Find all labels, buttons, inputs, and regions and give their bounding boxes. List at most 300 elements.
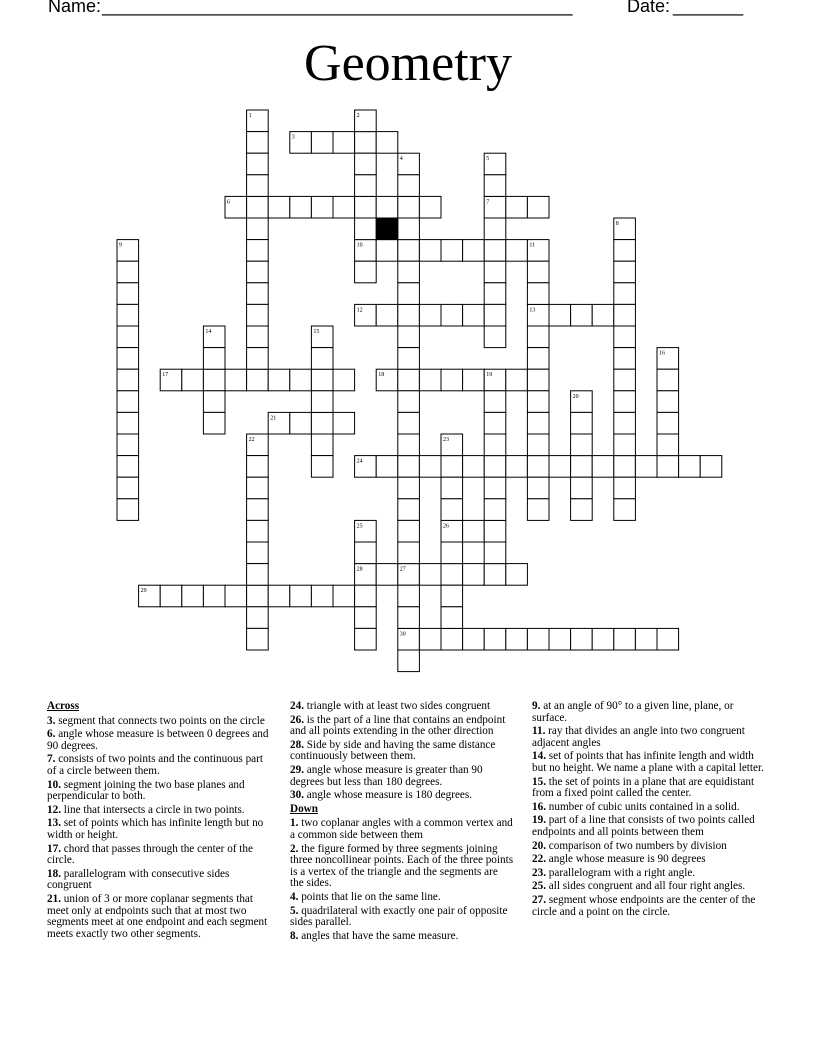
across-heading: Across <box>47 700 80 712</box>
grid-cell[interactable] <box>268 369 290 391</box>
grid-cell[interactable] <box>441 585 463 607</box>
grid-cell[interactable] <box>247 132 269 154</box>
grid-cell[interactable] <box>571 477 593 499</box>
grid-cell[interactable] <box>549 456 571 478</box>
grid-cell[interactable] <box>463 520 485 542</box>
grid-cell[interactable] <box>441 240 463 262</box>
clue-item <box>290 892 514 904</box>
grid-cell[interactable] <box>117 283 139 305</box>
clue-item <box>47 729 271 752</box>
grid-cell[interactable] <box>203 391 225 413</box>
grid-cell[interactable] <box>527 456 549 478</box>
clue-num: 10. <box>47 778 61 791</box>
grid-cell[interactable] <box>311 196 333 218</box>
grid-cell[interactable] <box>463 369 485 391</box>
clue-text: is the part of a line that contains an endpoint and all points extending in the other direction <box>290 713 506 738</box>
grid-cell[interactable] <box>527 391 549 413</box>
grid-cell[interactable] <box>614 348 636 370</box>
clue-item <box>47 818 271 841</box>
clue-number: 24 <box>356 458 363 465</box>
grid-cell[interactable] <box>247 369 269 391</box>
grid-cell[interactable] <box>484 240 506 262</box>
grid-cell[interactable] <box>355 607 377 629</box>
clue-number: 18 <box>378 372 385 379</box>
clue-item <box>532 895 768 918</box>
grid-cell[interactable] <box>441 607 463 629</box>
clue-number: 23 <box>443 437 449 443</box>
grid-cell[interactable] <box>441 304 463 326</box>
grid-cell[interactable] <box>247 240 269 262</box>
grid-cell[interactable] <box>398 499 420 521</box>
clue-item <box>532 815 768 838</box>
grid-cell[interactable] <box>225 369 247 391</box>
clue-item <box>532 701 768 724</box>
clue-text: angle whose measure is 90 degrees <box>545 853 706 866</box>
grid-cell[interactable] <box>398 585 420 607</box>
grid-cell[interactable] <box>549 304 571 326</box>
grid-cell[interactable] <box>247 153 269 175</box>
grid-cell[interactable] <box>117 434 139 456</box>
grid-cell[interactable] <box>247 261 269 283</box>
grid-cell[interactable] <box>571 499 593 521</box>
grid-cell[interactable] <box>506 456 528 478</box>
grid-cell[interactable] <box>117 369 139 391</box>
clue-number: 10 <box>356 242 363 249</box>
clue-number: 5 <box>486 156 490 163</box>
grid-cell[interactable] <box>484 477 506 499</box>
grid-cell[interactable] <box>441 542 463 564</box>
grid-cell[interactable] <box>355 196 377 218</box>
grid-cell[interactable] <box>311 369 333 391</box>
clue-num: 11. <box>532 725 546 738</box>
grid-cell[interactable] <box>203 348 225 370</box>
clue-text: line that intersects a circle in two points. <box>60 803 245 816</box>
grid-cell[interactable] <box>506 196 528 218</box>
clues-column-1 <box>47 701 271 942</box>
grid-cell[interactable] <box>506 240 528 262</box>
grid-cell[interactable] <box>571 628 593 650</box>
grid-cell[interactable] <box>203 369 225 391</box>
grid-cell[interactable] <box>527 283 549 305</box>
grid-cell[interactable] <box>463 456 485 478</box>
grid-cell[interactable] <box>527 196 549 218</box>
grid-cell[interactable] <box>592 628 614 650</box>
clue-text: set of points that has infinite length and width but no height. We name a plane with a capital letter. <box>532 750 764 774</box>
clue-item <box>290 715 514 738</box>
grid-cell[interactable] <box>614 369 636 391</box>
grid-cell[interactable] <box>311 412 333 434</box>
grid-cell[interactable] <box>247 326 269 348</box>
grid-cell[interactable] <box>657 434 679 456</box>
grid-cell[interactable] <box>592 456 614 478</box>
grid-cell[interactable] <box>679 456 701 478</box>
grid-cell[interactable] <box>398 369 420 391</box>
grid-cell[interactable] <box>355 585 377 607</box>
grid-cell[interactable] <box>527 434 549 456</box>
clue-number: 30 <box>399 631 406 638</box>
grid-cell[interactable] <box>247 218 269 240</box>
grid-cell[interactable] <box>290 369 312 391</box>
grid-cell[interactable] <box>355 542 377 564</box>
clue-text: segment whose endpoints are the center of the circle and a point on the circle. <box>532 893 756 918</box>
grid-cell[interactable] <box>484 520 506 542</box>
grid-cell[interactable] <box>398 240 420 262</box>
grid-cell[interactable] <box>441 477 463 499</box>
grid-cell[interactable] <box>635 456 657 478</box>
clue-num: 9. <box>532 700 541 712</box>
grid-cell[interactable] <box>506 369 528 391</box>
grid-cell[interactable] <box>614 477 636 499</box>
grid-cell[interactable] <box>527 628 549 650</box>
clue-num: 27. <box>532 893 546 906</box>
clue-number: 26 <box>443 523 449 530</box>
grid-cell[interactable] <box>247 477 269 499</box>
grid-cell[interactable] <box>355 218 377 240</box>
grid-cell[interactable] <box>506 564 528 586</box>
grid-cell[interactable] <box>657 628 679 650</box>
grid-cell[interactable] <box>376 240 398 262</box>
grid-cell[interactable] <box>355 628 377 650</box>
grid-cell[interactable] <box>117 456 139 478</box>
grid-cell[interactable] <box>657 391 679 413</box>
grid-cell[interactable] <box>398 261 420 283</box>
clue-item <box>290 844 514 890</box>
clue-num: 3. <box>47 714 56 727</box>
grid-cell[interactable] <box>333 369 355 391</box>
grid-cell[interactable] <box>441 369 463 391</box>
clue-item <box>47 844 271 867</box>
grid-cell[interactable] <box>398 542 420 564</box>
grid-cell[interactable] <box>614 261 636 283</box>
clue-num: 12. <box>47 803 61 816</box>
grid-cell[interactable] <box>182 585 204 607</box>
grid-cell[interactable] <box>247 520 269 542</box>
grid-cell[interactable] <box>614 326 636 348</box>
grid-cell[interactable] <box>419 564 441 586</box>
grid-cell[interactable] <box>117 348 139 370</box>
clue-number: 20 <box>572 393 579 400</box>
clue-num: 7. <box>47 753 56 766</box>
grid-cell[interactable] <box>614 499 636 521</box>
clue-item <box>290 906 514 929</box>
clue-num: 20. <box>532 839 546 852</box>
clue-number: 13 <box>529 307 536 314</box>
grid-cell[interactable] <box>376 132 398 154</box>
name-blank: _______________________________________________ <box>102 0 573 16</box>
grid-cell[interactable] <box>592 304 614 326</box>
grid-cell[interactable] <box>463 240 485 262</box>
grid-cell[interactable] <box>700 456 722 478</box>
grid-cell[interactable] <box>484 283 506 305</box>
grid-cell[interactable] <box>527 348 549 370</box>
clue-item <box>290 701 514 713</box>
grid-cell[interactable] <box>614 628 636 650</box>
clue-num: 17. <box>47 842 61 855</box>
grid-cell[interactable] <box>311 348 333 370</box>
grid-cell[interactable] <box>355 132 377 154</box>
grid-cell[interactable] <box>635 628 657 650</box>
clue-num: 18. <box>47 867 61 880</box>
clue-item <box>532 802 768 814</box>
clue-text: angle whose measure is between 0 degrees and 90 degrees. <box>47 728 269 752</box>
grid-cell[interactable] <box>527 261 549 283</box>
grid-cell[interactable] <box>398 412 420 434</box>
name-label: Name: <box>48 0 102 16</box>
grid-cell[interactable] <box>290 412 312 434</box>
clue-text: chord that passes through the center of the circle. <box>47 842 253 867</box>
clue-text: parallelogram with a right angle. <box>545 866 696 879</box>
clue-text: at an angle of 90° to a given line, plane, or surface. <box>532 700 734 724</box>
grid-cell[interactable] <box>333 412 355 434</box>
grid-cell[interactable] <box>571 412 593 434</box>
clue-text: angle whose measure is 180 degrees. <box>303 789 473 802</box>
grid-cell[interactable] <box>419 456 441 478</box>
grid-cell[interactable] <box>398 196 420 218</box>
clue-item <box>532 751 768 774</box>
grid-cell[interactable] <box>614 456 636 478</box>
grid-cell[interactable] <box>311 434 333 456</box>
grid-cell[interactable] <box>614 391 636 413</box>
grid-cell[interactable] <box>398 607 420 629</box>
grid-cell[interactable] <box>247 304 269 326</box>
grid-cell[interactable] <box>506 628 528 650</box>
grid-cell[interactable] <box>376 304 398 326</box>
clue-item <box>47 754 271 777</box>
grid-cell[interactable] <box>398 326 420 348</box>
clue-number: 4 <box>399 156 403 163</box>
grid-cell[interactable] <box>571 304 593 326</box>
clue-num: 13. <box>47 817 61 830</box>
clue-text: angles that have the same measure. <box>298 929 459 942</box>
grid-cell[interactable] <box>484 391 506 413</box>
grid-cell[interactable] <box>614 412 636 434</box>
clues-column-2 <box>290 701 514 944</box>
clue-text: comparison of two numbers by division <box>545 839 727 852</box>
grid-cell[interactable] <box>247 585 269 607</box>
grid-cell[interactable] <box>117 412 139 434</box>
grid-cell[interactable] <box>398 283 420 305</box>
grid-cell[interactable] <box>419 240 441 262</box>
grid-cell[interactable] <box>247 607 269 629</box>
grid-cell[interactable] <box>311 391 333 413</box>
grid-cell[interactable] <box>527 477 549 499</box>
grid-cell[interactable] <box>571 434 593 456</box>
grid-cell[interactable] <box>527 499 549 521</box>
grid-cell[interactable] <box>117 326 139 348</box>
clue-text: points that lie on the same line. <box>298 890 441 903</box>
clue-num: 4. <box>290 890 299 903</box>
grid-cell[interactable] <box>333 196 355 218</box>
grid-cell[interactable] <box>290 585 312 607</box>
grid-cell[interactable] <box>311 132 333 154</box>
grid-cell[interactable] <box>419 369 441 391</box>
grid-cell[interactable] <box>484 499 506 521</box>
clues-column-3 <box>532 701 768 920</box>
grid-cell[interactable] <box>398 650 420 672</box>
clue-num: 30. <box>290 789 304 802</box>
grid-cell[interactable] <box>657 412 679 434</box>
clue-num: 21. <box>47 892 61 905</box>
clue-item <box>532 868 768 880</box>
grid-cell[interactable] <box>484 628 506 650</box>
grid-cell[interactable] <box>355 175 377 197</box>
grid-cell[interactable] <box>527 326 549 348</box>
grid-cell[interactable] <box>657 369 679 391</box>
grid-cell[interactable] <box>441 628 463 650</box>
clue-text: quadrilateral with exactly one pair of opposite sides parallel. <box>290 904 508 929</box>
grid-cell[interactable] <box>203 412 225 434</box>
grid-cell[interactable] <box>203 585 225 607</box>
grid-cell[interactable] <box>398 477 420 499</box>
grid-cell[interactable] <box>333 132 355 154</box>
grid-cell[interactable] <box>398 391 420 413</box>
clue-text: angle whose measure is greater than 90 degrees but less than 180 degrees. <box>290 763 483 788</box>
clue-item <box>532 854 768 866</box>
clue-item <box>532 726 768 749</box>
grid-cell[interactable] <box>182 369 204 391</box>
grid-cell[interactable] <box>160 585 182 607</box>
grid-cell[interactable] <box>225 585 247 607</box>
clue-num: 26. <box>290 713 304 726</box>
grid-cell[interactable] <box>311 456 333 478</box>
clue-text: ray that divides an angle into two congruent adjacent angles <box>532 725 745 749</box>
grid-cell[interactable] <box>614 304 636 326</box>
grid-cell[interactable] <box>484 304 506 326</box>
grid-cell[interactable] <box>484 175 506 197</box>
clue-text: parallelogram with consecutive sides congruent <box>47 867 230 892</box>
grid-cell[interactable] <box>376 196 398 218</box>
clue-item <box>47 805 271 817</box>
grid-cell[interactable] <box>484 456 506 478</box>
clue-number: 19 <box>486 372 493 379</box>
grid-cell[interactable] <box>484 412 506 434</box>
grid-cell[interactable] <box>117 499 139 521</box>
grid-cell[interactable] <box>290 196 312 218</box>
clue-number: 16 <box>659 350 665 357</box>
grid-cell[interactable] <box>247 542 269 564</box>
clue-item <box>290 740 514 763</box>
grid-cell[interactable] <box>398 520 420 542</box>
grid-cell[interactable] <box>484 218 506 240</box>
grid-cell[interactable] <box>549 628 571 650</box>
grid-cell[interactable] <box>247 283 269 305</box>
clue-item <box>47 716 271 728</box>
clue-text: two coplanar angles with a common vertex and a common side between them <box>290 817 513 841</box>
clue-item <box>290 931 514 943</box>
date-blank: _______ <box>673 0 744 16</box>
clue-text: all sides congruent and all four right angles. <box>545 880 746 893</box>
grid-cell[interactable] <box>441 564 463 586</box>
clue-num: 8. <box>290 929 299 942</box>
grid-cell[interactable] <box>268 585 290 607</box>
grid-cell[interactable] <box>614 240 636 262</box>
grid-cell[interactable] <box>247 564 269 586</box>
clue-number: 15 <box>313 329 320 335</box>
clue-text: the figure formed by three segments joining three noncollinear points. Each of the three points is a vertex of the triangle and the segments are the sides. <box>290 842 514 890</box>
grid-cell[interactable] <box>463 304 485 326</box>
clue-number: 3 <box>291 134 295 141</box>
grid-cell[interactable] <box>484 564 506 586</box>
grid-cell[interactable] <box>398 218 420 240</box>
grid-cell[interactable] <box>117 304 139 326</box>
grid-cell[interactable] <box>117 261 139 283</box>
grid-cell[interactable] <box>441 499 463 521</box>
clue-number: 14 <box>205 329 212 335</box>
grid-cell[interactable] <box>484 434 506 456</box>
grid-cell[interactable] <box>463 564 485 586</box>
grid-cell[interactable] <box>247 628 269 650</box>
clue-text: Side by side and having the same distance continuously between them. <box>290 738 496 763</box>
grid-cell[interactable] <box>571 456 593 478</box>
grid-cell[interactable] <box>657 456 679 478</box>
down-heading: Down <box>290 802 318 815</box>
clue-text: segment that connects two points on the circle <box>55 714 265 727</box>
grid-cell[interactable] <box>484 542 506 564</box>
clue-item <box>47 894 271 940</box>
clue-item <box>47 780 271 803</box>
grid-cell[interactable] <box>117 477 139 499</box>
grid-cell[interactable] <box>398 304 420 326</box>
clue-number: 8 <box>615 221 619 227</box>
grid-cell[interactable] <box>333 585 355 607</box>
grid-cell[interactable] <box>419 304 441 326</box>
grid-cell[interactable] <box>247 196 269 218</box>
grid-cell[interactable] <box>355 261 377 283</box>
grid-cell[interactable] <box>484 261 506 283</box>
grid-cell[interactable] <box>419 628 441 650</box>
grid-cell[interactable] <box>311 585 333 607</box>
grid-cell[interactable] <box>419 196 441 218</box>
grid-cell[interactable] <box>247 499 269 521</box>
grid-cell[interactable] <box>398 175 420 197</box>
clue-text: set of points which has infinite length but no width or height. <box>47 817 264 841</box>
clue-item <box>290 765 514 788</box>
clue-text: union of 3 or more coplanar segments that meet only at endpoints such that at most two segments meet at one endpoint and each segment meets exactly two other segments. <box>47 892 268 940</box>
black-square <box>376 218 398 240</box>
clue-item <box>532 881 768 893</box>
grid-cell[interactable] <box>398 348 420 370</box>
grid-cell[interactable] <box>484 326 506 348</box>
clue-item <box>532 841 768 853</box>
clue-item <box>290 790 514 802</box>
grid-cell[interactable] <box>247 175 269 197</box>
grid-cell[interactable] <box>527 412 549 434</box>
grid-cell[interactable] <box>376 564 398 586</box>
grid-cell[interactable] <box>441 456 463 478</box>
clue-num: 28. <box>290 738 304 751</box>
grid-cell[interactable] <box>117 391 139 413</box>
clue-num: 19. <box>532 814 546 827</box>
grid-cell[interactable] <box>268 196 290 218</box>
clue-number: 12 <box>356 307 363 314</box>
clue-text: the set of points in a plane that are equidistant from a fixed point called the center. <box>532 775 755 800</box>
clue-number: 25 <box>356 523 363 530</box>
grid-cell[interactable] <box>614 283 636 305</box>
grid-cell[interactable] <box>398 456 420 478</box>
grid-cell[interactable] <box>614 434 636 456</box>
clue-number: 9 <box>119 242 122 249</box>
grid-cell[interactable] <box>376 456 398 478</box>
grid-cell[interactable] <box>247 348 269 370</box>
grid-cell[interactable] <box>527 369 549 391</box>
clue-num: 14. <box>532 750 546 763</box>
grid-cell[interactable] <box>398 434 420 456</box>
grid-cell[interactable] <box>355 153 377 175</box>
page-title: Geometry <box>304 35 512 92</box>
clue-number: 28 <box>356 566 363 573</box>
grid-cell[interactable] <box>463 628 485 650</box>
grid-cell[interactable] <box>247 456 269 478</box>
